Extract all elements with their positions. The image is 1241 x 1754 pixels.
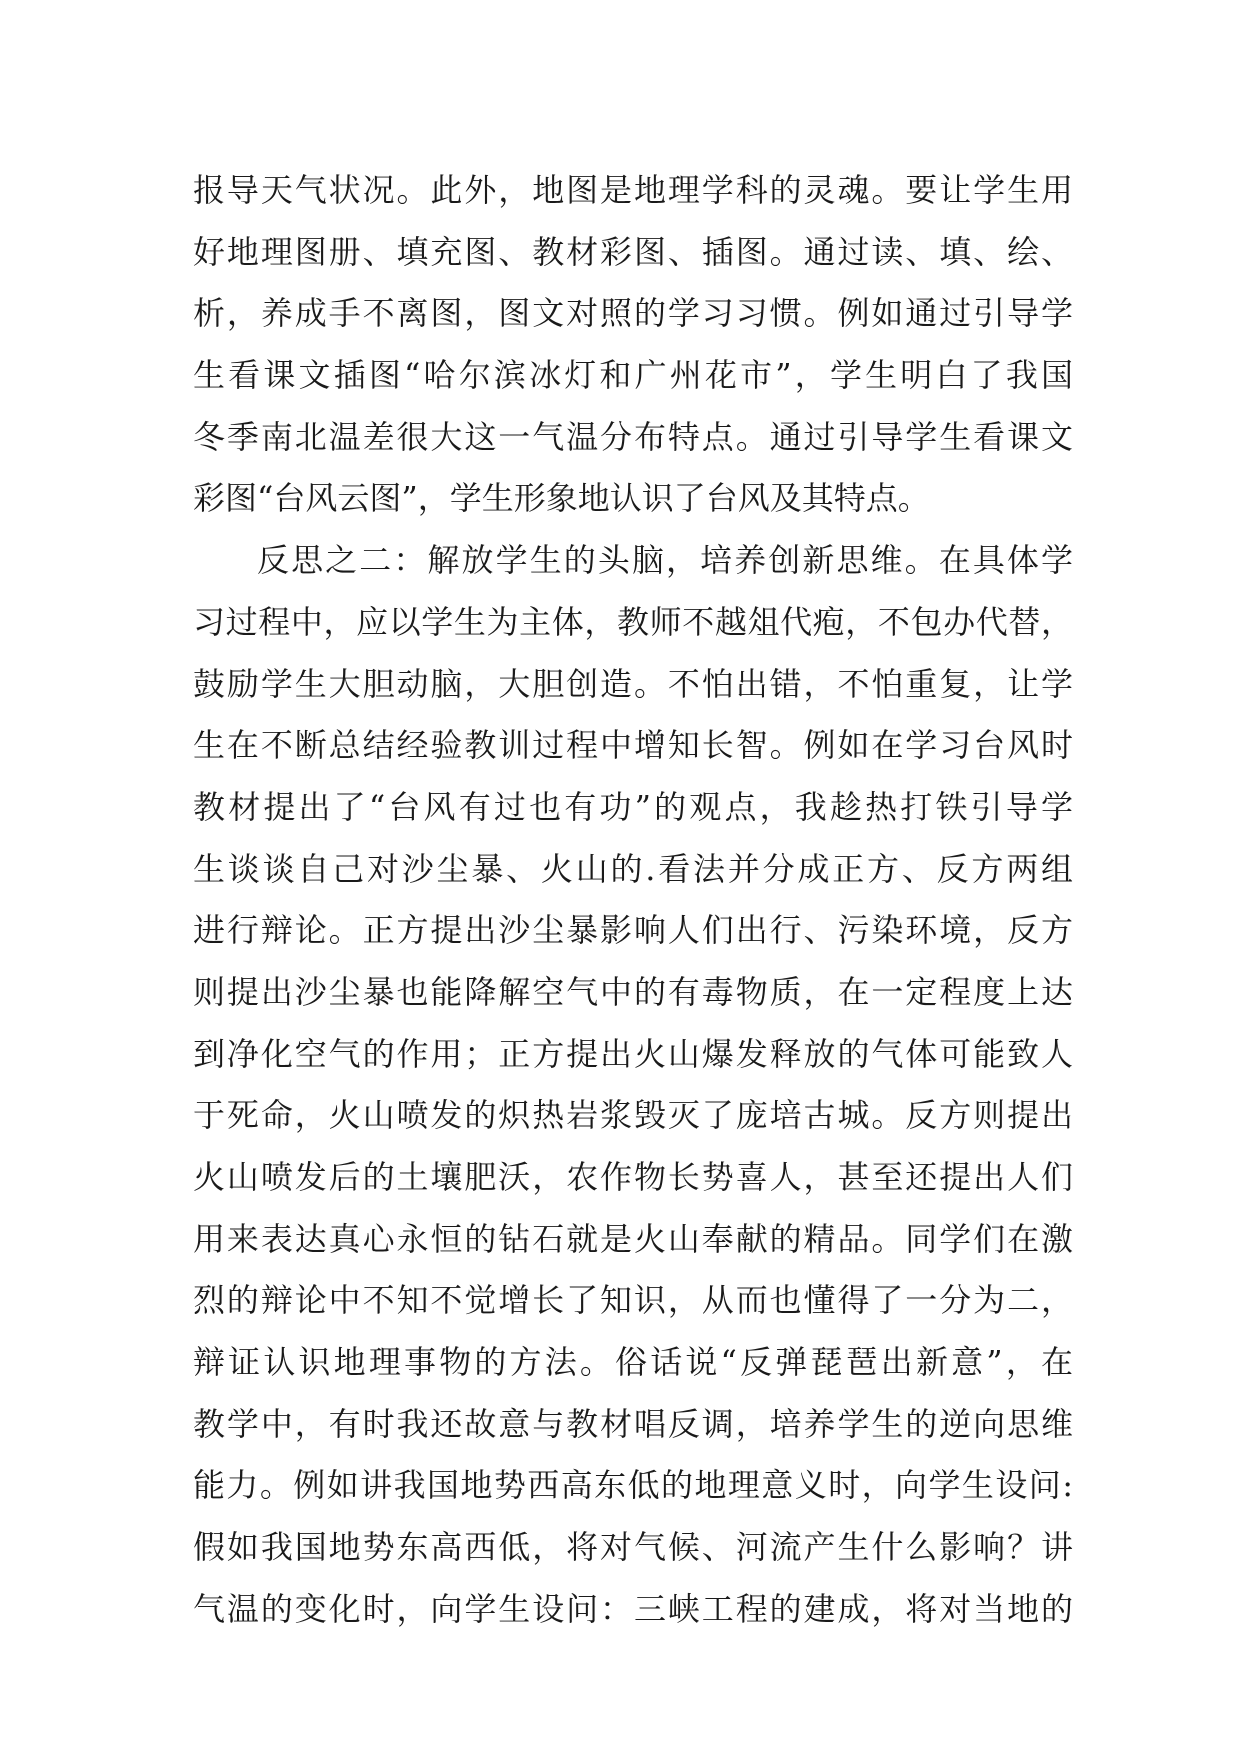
text-line: 假如我国地势东高西低，将对气候、河流产生什么影响？讲 [193,1528,1073,1567]
text-line: 彩图“台风云图”，学生形象地认识了台风及其特点。 [193,479,930,518]
body-text [193,160,1073,1641]
text-line: 气温的变化时，向学生设问：三峡工程的建成，将对当地的 [193,1589,1073,1628]
text-line: 生谈谈自己对沙尘暴、火山的.看法并分成正方、反方两组 [193,849,1073,888]
text-line: 则提出沙尘暴也能降解空气中的有毒物质，在一定程度上达 [193,972,1073,1011]
text-line: 生看课文插图“哈尔滨冰灯和广州花市”，学生明白了我国 [193,356,1073,395]
text-line: 能力。例如讲我国地势西高东低的地理意义时，向学生设问: [193,1466,1073,1505]
text-line: 析，养成手不离图，图文对照的学习习惯。例如通过引导学 [193,294,1073,333]
text-line: 鼓励学生大胆动脑，大胆创造。不怕出错，不怕重复，让学 [193,664,1073,703]
text-line: 习过程中，应以学生为主体，教师不越俎代疱，不包办代替， [193,602,1073,641]
text-line: 用来表达真心永恒的钻石就是火山奉献的精品。同学们在激 [193,1219,1073,1258]
text-line: 报导天气状况。此外，地图是地理学科的灵魂。要让学生用 [193,171,1073,209]
text-line: 冬季南北温差很大这一气温分布特点。通过引导学生看课文 [193,417,1073,456]
text-line: 教学中，有时我还故意与教材唱反调，培养学生的逆向思维 [193,1404,1073,1443]
text-line: 烈的辩论中不知不觉增长了知识，从而也懂得了一分为二， [193,1281,1073,1320]
text-line: 辩证认识地理事物的方法。俗话说“反弹琵琶出新意”，在 [193,1343,1073,1382]
text-line: 反思之二：解放学生的头脑，培养创新思维。在具体学 [257,541,1073,580]
text-line: 到净化空气的作用；正方提出火山爆发释放的气体可能致人 [193,1034,1073,1073]
text-line: 火山喷发后的土壤肥沃，农作物长势喜人，甚至还提出人们 [193,1158,1073,1196]
text-line: 进行辩论。正方提出沙尘暴影响人们出行、污染环境，反方 [193,911,1073,950]
text-line: 好地理图册、填充图、教材彩图、插图。通过读、填、绘、 [193,232,1073,271]
text-line: 教材提出了“台风有过也有功”的观点，我趁热打铁引导学 [193,787,1073,826]
text-line: 生在不断总结经验教训过程中增知长智。例如在学习台风时 [193,726,1073,765]
text-line: 于死命，火山喷发的炽热岩浆毁灭了庞培古城。反方则提出 [193,1096,1073,1135]
